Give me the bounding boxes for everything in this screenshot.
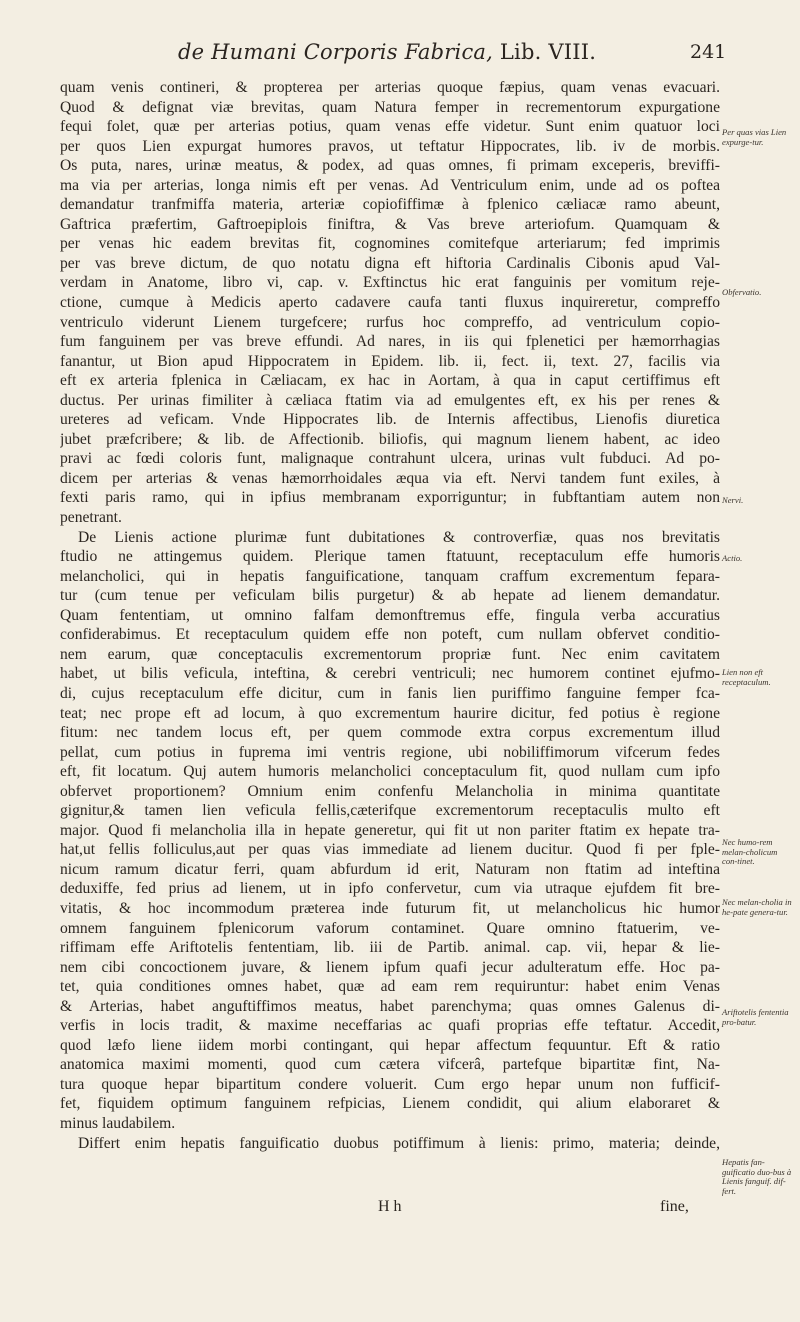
margin-note: Nec humo-rem melan-cholicum con-tinet. — [722, 837, 778, 866]
main-text-column — [60, 78, 720, 1153]
text-line: per quos Lien expurgat humores pravos, ut teftatur Hippocrates, lib. iv de morbis. — [60, 137, 720, 155]
margin-note: Nervi. — [722, 495, 744, 505]
text-line: penetrant. — [60, 509, 122, 527]
text-line: habet, ut bilis veficula, inteftina, & cerebri ventriculi; nec humorem continet ejufmo- — [60, 665, 720, 683]
text-line: ureteres ad veficam. Vnde Hippocrates lib. de Internis affectibus, Lienofis diuretica — [60, 411, 720, 429]
text-line: Quam fententiam, ut omnino falfam demonftremus effe, fingula verba accuratius — [60, 606, 720, 624]
text-line: ftudio ne attingemus quidem. Plerique tamen ftatuunt, receptaculum effe humoris — [60, 548, 720, 566]
text-line: nicum ramum dicatur ferri, quam abfurdum id erit, Naturam non ftatim ad inteftina — [60, 860, 720, 878]
text-line: Gaftrica præfertim, Gaftroepiplois finiftra, & Vas breve arteriofum. Quamquam & — [60, 215, 720, 233]
margin-note: Lien non eft receptaculum. — [722, 667, 771, 687]
text-line: Quod & defignat viæ brevitas, quam Natura femper in recrementorum expurgatione — [60, 98, 720, 116]
text-line: riffimam effe Ariftotelis fententiam, lib. iii de Partib. animal. cap. vii, hepar & lie- — [60, 939, 720, 957]
text-line: Os puta, nares, urinæ meatus, & podex, ad quas omnes, fi primam exceperis, breviffi- — [60, 157, 720, 175]
text-line: per venas hic eadem brevitas fit, cognomines comitefque arteriarum; fed imprimis — [60, 235, 720, 253]
text-line: fitum: nec tandem locus eft, per quem commode extra corpus excrementum illud — [60, 724, 720, 742]
text-line: fanantur, ut Bion apud Hippocratem in Epidem. lib. ii, fect. ii, text. 27, facilis via — [60, 352, 720, 370]
text-line: teat; nec prope eft ad locum, à quo excrementum haurire dicitur, fed potius è regione — [60, 704, 720, 722]
text-line: minus laudabilem. — [60, 1114, 176, 1132]
margin-note: Obfervatio. — [722, 287, 762, 297]
margin-note: Nec melan-cholia in he-pate genera-tur. — [722, 897, 792, 917]
text-line: De Lienis actione plurimæ funt dubitationes & controverfiæ, quas nos brevitatis — [78, 528, 720, 546]
text-line: eft ex arteria fplenica in Cæliacam, ex hac in Aortam, à qua in caput certiffimus eft — [60, 372, 720, 390]
text-line: tura quoque hepar bipartitum condere voluerit. Cum ergo hepar unum non fufficif- — [60, 1075, 720, 1093]
book-number: Lib. VIII. — [499, 40, 597, 64]
text-line: quam venis contineri, & propterea per arterias quoque fæpius, quam venas evacuari. — [60, 79, 720, 96]
running-title — [178, 40, 596, 64]
signature-mark: H h — [378, 1198, 402, 1215]
text-line: pellat, cum potius in fuprema imi ventris regione, ubi nobiliffimorum vifcerum fedes — [60, 743, 720, 761]
text-line: anatomica maximi momenti, quod cum cætera vifcerâ, partefque bipartitæ fint, Na- — [60, 1056, 720, 1074]
margin-note: Hepatis fan-guificatio duo-bus à Lienis fanguif. dif-fert. — [722, 1157, 792, 1196]
text-line: fexti paris ramo, qui in ipfius membranam exporriguntur; in fubftantiam autem non — [60, 489, 720, 507]
text-line: tet, quia conditiones omnes habet, quæ ad eam rem requiruntur: habet enim Venas — [60, 978, 720, 996]
text-line: nem cibi concoctionem juvare, & lienem ipfum quafi jecur adulteratum effe. Hoc pa- — [60, 958, 720, 976]
text-line: obfervet proportionem? Omnium enim confenfu Melancholia in minima quantitate — [60, 782, 720, 800]
text-line: tur (cum tenue per veficulam bilis purgetur) & ab hepate ad lienem demandatur. — [60, 587, 720, 605]
text-line: dicem per arterias & venas hæmorrhoidales æqua via eft. Nervi tandem funt exiles, à — [60, 469, 720, 487]
text-line: Differt enim hepatis fanguificatio duobus potiffimum à lienis: primo, materia; deinde, — [78, 1134, 720, 1152]
text-line: fum fanguinem per vas breve effundi. Ad nares, in iis qui fplenetici per hæmorrhagias — [60, 333, 720, 351]
page-number: 241 — [690, 41, 727, 63]
text-line: jubet præfcribere; & lib. de Affectionib. biliofis, qui magnum lienem habent, ac ideo — [60, 430, 720, 448]
page-header — [60, 40, 740, 76]
text-line: major. Quod fi melancholia illa in hepate generetur, qui fit ut non pariter ftatim ex hepate tra- — [60, 821, 720, 839]
running-title-text: de Humani Corporis Fabrica, — [178, 40, 493, 64]
text-line: ventriculo viderunt Lienem turgefcere; rurfus hoc compreffo, ad ventriculum copio- — [60, 313, 720, 331]
margin-note: Per quas vias Lien expurge-tur. — [722, 127, 787, 147]
text-line: ma via per arterias, longa nimis eft per venas. Ad Ventriculum enim, unde ad os poftea — [60, 176, 720, 194]
text-line: di, cujus receptaculum effe dicitur, cum in fanis lien puriffimo fanguine femper fca- — [60, 684, 720, 702]
margin-note: Ariftotelis fententia pro-batur. — [722, 1007, 789, 1027]
text-line: fet, fiquidem optimum fanguinem refpicias, Lienem condidit, qui alium elaboraret & — [60, 1095, 720, 1113]
text-line: pravi ac fœdi coloris funt, malignaque contrahunt ulcera, urinas vult fubduci. Ad po- — [60, 450, 720, 468]
text-line: vitatis, & hoc incommodum præterea inde futurum fit, ut melancholicus hic humor — [60, 899, 720, 917]
text-line: deduxiffe, fed prius ad lienem, ut in ipfo confervetur, cum via utraque ejufdem fit bre- — [60, 880, 720, 898]
text-line: fequi folet, quæ per arterias potius, quam venas effe videtur. Sunt enim quatuor loci — [60, 118, 720, 136]
text-line: per vas breve dictum, de quo notatu digna eft hiftoria Cardinalis Cibonis apud Val- — [60, 254, 720, 272]
text-line: eft, fit locatum. Quj autem humoris melancholici conceptaculum fit, quod nullam cum ipfo — [60, 763, 720, 781]
margin-note: Actio. — [722, 553, 743, 563]
text-line: & Arterias, habet anguftiffimos meatus, habet parenchyma; quas omnes Galenus di- — [60, 997, 720, 1015]
text-line: verfis in locis tradit, & maxime neceffarias ac quafi proprias effe teftatur. Accedit, — [60, 1017, 720, 1035]
text-line: ductus. Per urinas fimiliter à cæliaca ftatim via ad emulgentes eft, ex his per renes & — [60, 391, 720, 409]
page-footer — [60, 1198, 740, 1218]
text-line: ctione, cumque à Medicis aperto cadavere caufa tanti fluxus inquireretur, compreffo — [60, 294, 720, 312]
text-line: confiderabimus. Et receptaculum quidem effe non poteft, cum nullam obfervet conditio- — [60, 626, 720, 644]
text-line: nem earum, quæ conceptaculis excrementorum propriæ funt. Nec enim cavitatem — [60, 645, 720, 663]
text-line: verdam in Anatome, libro vi, cap. v. Exftinctus hic erat fanguinis per vomitum reje- — [60, 274, 720, 292]
text-line: gignitur,& tamen lien veficula fellis,cæterifque excrementorum receptaculis multo eft — [60, 802, 720, 820]
text-line: melancholici, qui in hepatis fanguificatione, tanquam craffum excrementum fepara- — [60, 567, 720, 585]
text-line: demandatur tranfmiffa materia, arteriæ copiofiffimæ à fplenico cæliacæ ramo abeunt, — [60, 196, 720, 214]
text-line: quod læfo liene iidem morbi contingant, qui hepar affectum fequuntur. Eft & ratio — [60, 1036, 720, 1054]
catchword: fine, — [660, 1198, 689, 1215]
text-line: omnem fanguinem fplenicorum vaforum contaminet. Quare omnino ftatuerim, ve- — [60, 919, 720, 937]
text-line: hat,ut fellis folliculus,aut per quas vias immediate ad lienem ducitur. Quod fi per fple- — [60, 841, 720, 859]
